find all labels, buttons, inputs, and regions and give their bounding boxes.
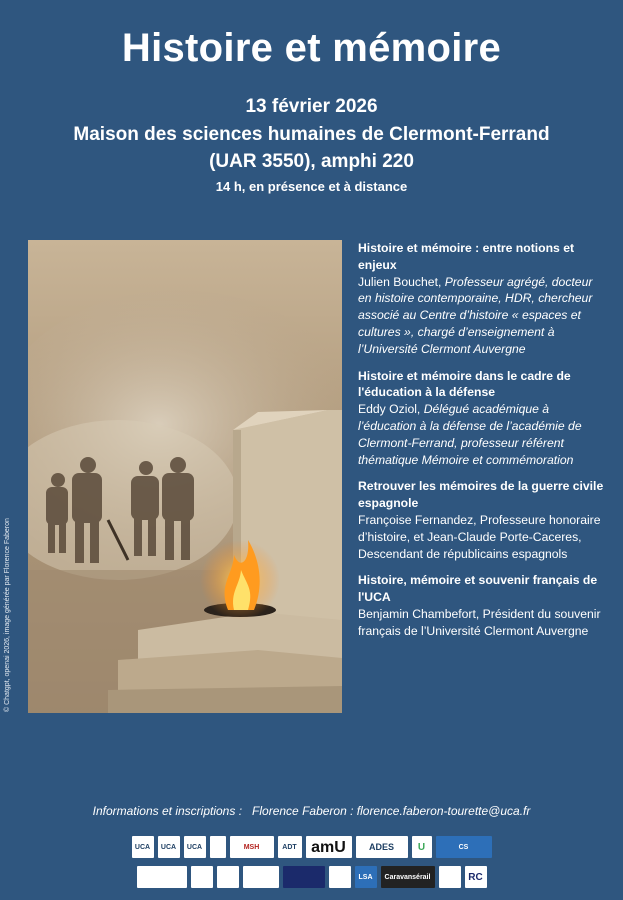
ades-logo: ADES bbox=[356, 836, 408, 858]
uca-logo: UCA bbox=[184, 836, 206, 858]
poster-title: Histoire et mémoire bbox=[121, 26, 502, 70]
amu-logo: amU bbox=[306, 836, 352, 858]
uca-logo: UCA bbox=[132, 836, 154, 858]
info-label: Informations et inscriptions : bbox=[92, 804, 243, 818]
uca-logo: UCA bbox=[158, 836, 180, 858]
image-credit: © Chatgpt, openai 2026, image générée par Florence Faberon bbox=[4, 518, 11, 712]
venue-line-2: (UAR 3550), amphi 220 bbox=[209, 151, 414, 172]
session-2 bbox=[358, 368, 608, 469]
session-speaker: Françoise Fernandez, Professeure honoraire d’histoire, et Jean-Claude Porte-Caceres, Descendant de républicains espagnols bbox=[358, 512, 601, 561]
contact-info bbox=[0, 804, 623, 818]
session-title: Histoire, mémoire et souvenir français de l'UCA bbox=[358, 573, 598, 605]
partner-logo bbox=[329, 866, 351, 888]
partner-logo bbox=[137, 866, 187, 888]
session-title: Histoire et mémoire dans le cadre de l'éducation à la défense bbox=[358, 368, 571, 400]
event-time: 14 h, en présence et à distance bbox=[215, 179, 408, 194]
session-1 bbox=[358, 240, 608, 358]
partner-logo bbox=[191, 866, 213, 888]
rc-logo: RC bbox=[465, 866, 487, 888]
contact-email[interactable]: Florence Faberon : florence.faberon-tourette@uca.fr bbox=[252, 804, 531, 818]
partner-logo bbox=[439, 866, 461, 888]
session-title: Histoire et mémoire : entre notions et enjeux bbox=[358, 241, 575, 272]
partner-logo bbox=[210, 836, 226, 858]
session-speaker-block bbox=[358, 274, 608, 358]
partner-logo bbox=[243, 866, 279, 888]
session-role: Délégué académique à l’éducation à la défense de l’académie de Clermont-Ferrand, professeur référent thématique Mémoire et commémoration bbox=[358, 402, 582, 467]
adt-logo: ADT bbox=[278, 836, 302, 858]
venue-line-1: Maison des sciences humaines de Clermont-Ferrand bbox=[73, 124, 550, 145]
session-speaker: Benjamin Chambefort, Président du souvenir français de l’Université Clermont Auvergne bbox=[358, 606, 601, 638]
cs-logo: CS bbox=[436, 836, 492, 858]
session-3 bbox=[358, 478, 608, 562]
program-list bbox=[358, 240, 608, 650]
partner-logo bbox=[217, 866, 239, 888]
partner-logo bbox=[283, 866, 325, 888]
caravanserail-logo: Caravansérail bbox=[381, 866, 435, 888]
poster-illustration bbox=[28, 240, 342, 713]
session-speaker-block bbox=[358, 401, 608, 468]
session-speaker: Eddy Oziol, bbox=[358, 402, 424, 417]
partner-logo: U bbox=[412, 836, 432, 858]
lsa-logo: LSA bbox=[355, 866, 377, 888]
session-title: Retrouver les mémoires de la guerre civile espagnole bbox=[358, 479, 604, 511]
partner-logos-row-2 bbox=[0, 866, 623, 888]
partner-logos-row-1 bbox=[0, 836, 623, 858]
session-role: Professeur agrégé, docteur en histoire contemporaine, HDR, chercheur associé au Centre d’histoire « espaces et cultures », chargé d’enseignement à l’Université Clermont Auvergne bbox=[358, 274, 593, 356]
event-date: 13 février 2026 bbox=[245, 96, 378, 117]
memorial-flame-illustration bbox=[28, 240, 342, 713]
msh-logo: MSH bbox=[230, 836, 274, 858]
session-4 bbox=[358, 572, 608, 639]
session-speaker: Julien Bouchet, bbox=[358, 274, 445, 289]
